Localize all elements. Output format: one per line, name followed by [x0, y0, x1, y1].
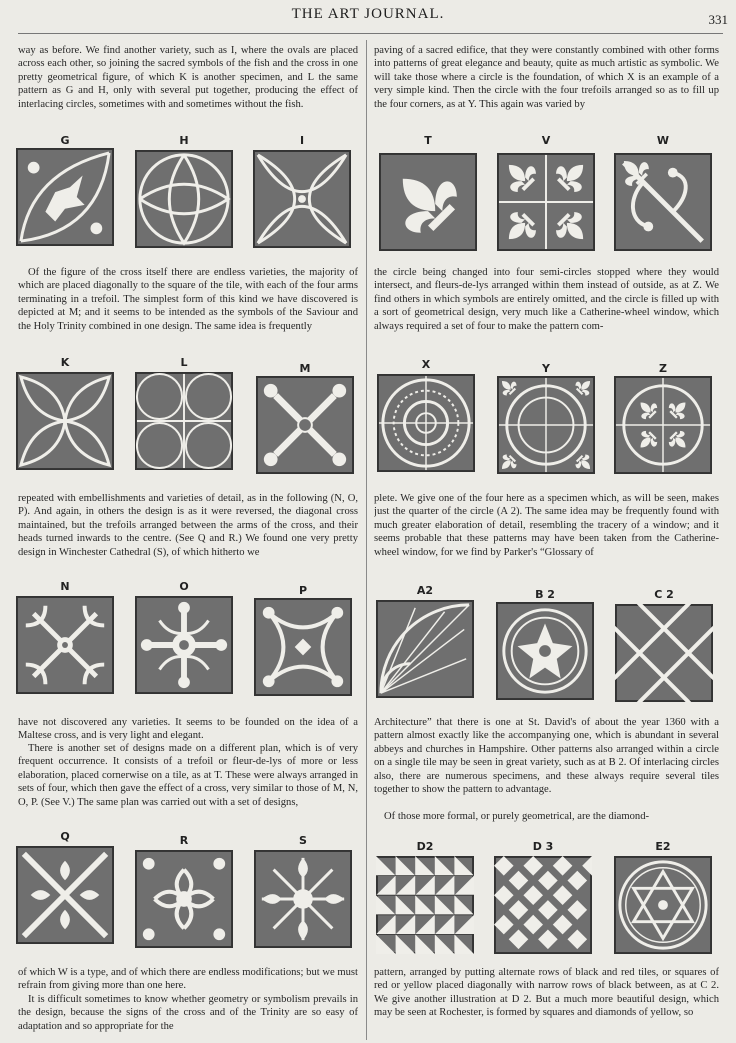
tile-label-d2: D2 [416, 840, 434, 853]
tile-o [135, 596, 233, 694]
tile-label-p: P [298, 584, 308, 597]
tile-a2 [376, 600, 474, 698]
tile-label-r: R [179, 834, 189, 847]
tile-label-q: Q [60, 830, 70, 843]
tile-g [16, 148, 114, 246]
tile-k [16, 372, 114, 470]
tile-label-z: Z [659, 362, 667, 375]
journal-title: THE ART JOURNAL. [291, 6, 445, 22]
tile-t [379, 153, 477, 251]
left-paragraph-5: There is another set of designs made on a different plan, which is of very frequent occurrence. It consists of a trefoil or fleur-de-lys of more or less elaboration, placed cornerwise on a tile, as at T. These were always arranged in sets of four, which then gave the effect of a cross, very similar to those of M, N, O, P. (See V.) The same plan was carried out with a set of designs, [18, 743, 358, 808]
tile-w [614, 153, 712, 251]
left-paragraph-2: Of the figure of the cross itself there are endless varieties, the majority of which are placed diagonally to the square of the tile, with each of the four arms terminating in a trefoil. The simplest form of this kind we have discovered is depicted at M; and it seems to be intended as the symbols of the Saviour and the Holy Trinity combined in one design. The same idea is frequently [18, 267, 358, 332]
tile-c2 [615, 604, 713, 702]
tile-label-s: S [299, 834, 307, 847]
tile-label-k: K [60, 356, 70, 369]
tile-label-w: W [656, 134, 670, 147]
right-paragraph-2: the circle being changed into four semi-circles stopped where they would intersect, and fleurs-de-lys arranged within them instead of outside, as at Z. We find others in which symbols are entirely omitted, and the circle is filled up with a sort of geometrical design, very much like a Catherine-wheel window, which always required a set of four to make the pattern com- [374, 267, 719, 332]
tile-label-o: O [179, 580, 189, 593]
tile-label-l: L [180, 356, 188, 369]
tile-i [253, 150, 351, 248]
left-paragraph-1: way as before. We find another variety, such as I, where the ovals are placed across each other, so joining the sacred symbols of the fish and the cross in one pretty geometrical figure, of which K is another specimen, and L the same pattern as G and H, only with several put together, producing the effect of interlacing circles, sometimes with and sometimes without the fish. [18, 45, 358, 110]
page-number: 331 [708, 12, 728, 27]
tile-label-g: G [60, 134, 70, 147]
tile-e2 [614, 856, 712, 954]
tile-v [497, 153, 595, 251]
tile-p [254, 598, 352, 696]
header-rule [18, 33, 723, 34]
tile-n [16, 596, 114, 694]
left-paragraph-3: repeated with embellishments and varieties of detail, as in the following (N, O, P). And again, in others the design is as it were reversed, the diagonal cross maintained, but the trefoils arranged between the arms of the cross, and their heads turned inwards to the centre. (See Q and R.) We found one very pretty design in Winchester Cathedral (S), of which hitherto we [18, 493, 358, 558]
left-paragraph-6: of which W is a type, and of which there are endless modifications; but we must refrain from giving more than one here. [18, 967, 358, 992]
tile-l [135, 372, 233, 470]
tile-label-h: H [179, 134, 189, 147]
tile-label-i: I [299, 134, 305, 147]
tile-d3 [494, 856, 592, 954]
tile-h [135, 150, 233, 248]
right-paragraph-4: Architecture” that there is one at St. David's of about the year 1360 with a pattern almost exactly like the accompanying one, which is abundant in several abbeys and churches in Hampshire. Other patterns also arranged within a circle on a single tile may be seen in great variety, such as at B 2. Of interlacing circles also, there are numerous specimens, and these always require several tiles together to show the pattern to advantage. [374, 717, 719, 796]
tile-q [16, 846, 114, 944]
tile-label-b2: B 2 [535, 588, 555, 601]
tile-b2 [496, 602, 594, 700]
tile-label-t: T [424, 134, 432, 147]
tile-r [135, 850, 233, 948]
tile-label-m: M [299, 362, 311, 375]
tile-z [614, 376, 712, 474]
tile-label-x: X [421, 358, 431, 371]
right-paragraph-6: pattern, arranged by putting alternate rows of black and red tiles, or squares of red or yellow placed diagonally with narrow rows of black between, as at C 2. We give another illustration at D 2. But a much more beautiful design, which may be seen at Rochester, is formed by squares and diamonds of yellow, so [374, 967, 719, 1019]
right-paragraph-3: plete. We give one of the four here as a specimen which, as will be seen, makes just the quarter of the circle (A 2). The same idea may be frequently found with much greater elaboration of detail, resembling the tracery of a window; and it seems probable that these patterns may have been taken from the Catherine-wheel window, for we find by Parker's “Glossary of [374, 493, 719, 558]
tile-label-v: V [541, 134, 551, 147]
tile-label-d3: D 3 [532, 840, 554, 853]
right-paragraph-1: paving of a sacred edifice, that they were constantly combined with other forms into patterns of great elegance and beauty, quite as much artistic as symbolic. We will take those where a circle is the foundation, of which X is an example of a very simple kind. Then the circle with the four trefoils arranged so as to fill up the four corners, as at Y. This again was varied by [374, 45, 719, 110]
column-divider [366, 40, 367, 1040]
tile-label-c2: C 2 [654, 588, 674, 601]
tile-label-e2: E2 [655, 840, 671, 853]
tile-m [256, 376, 354, 474]
tile-label-a2: A2 [416, 584, 434, 597]
right-paragraph-5: Of those more formal, or purely geometrical, are the diamond- [384, 811, 650, 822]
left-paragraph-7: It is difficult sometimes to know whether geometry or symbolism prevails in the design, because the signs of the cross and of the Trinity are so easy of adaptation and so appropriate for the [18, 994, 358, 1032]
tile-s [254, 850, 352, 948]
tile-label-y: Y [542, 362, 550, 375]
tile-x [377, 374, 475, 472]
tile-label-n: N [60, 580, 70, 593]
left-paragraph-4: have not discovered any varieties. It seems to be founded on the idea of a Maltese cross, and is very light and elegant. [18, 717, 358, 742]
tile-y [497, 376, 595, 474]
tile-d2 [376, 856, 474, 954]
